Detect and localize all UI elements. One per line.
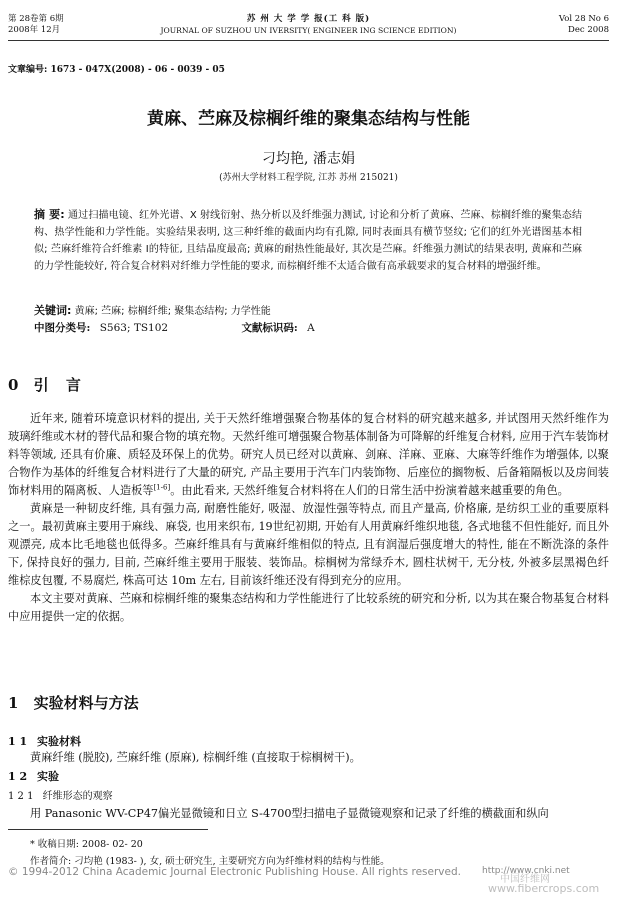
subsection-1-1-heading xyxy=(8,733,81,749)
section-0-number: 0 xyxy=(8,376,19,394)
intro-paragraph-2: 黄麻是一种韧皮纤维, 具有强力高, 耐磨性能好, 吸湿、放湿性强等特点, 而且产量高, 价格廉, 是纺织工业的重要原料之一。最初黄麻主要用于麻线、麻袋, 也用来织布, 19世纪初期, 开始有人用黄麻纤维织地毯, 各式地毯不但性能好, 而且外观漂亮, 成本比毛地毯也低得多。苎麻纤维具有与黄麻纤维相似的特点, 且有润湿后强度增大的特性, 能在不断洗涤的条件下, 保持良好的强力, 目前, 苎麻纤维主要用于服装、装饰品。棕榈树为常绿乔木, 圆柱状树干, 无分枝, 外被多层黑褐色纤维棕皮包覆, 不易腐烂, 株高可达 10m 左右, 目前该纤维还没有得到充分的应用。 xyxy=(8,502,609,587)
watermark-url: www.fibercrops.com xyxy=(488,882,600,895)
header-center-line2: JOURNAL OF SUZHOU UN IVERSITY( ENGINEER ING SCIENCE EDITION) xyxy=(160,26,457,35)
header-right-line2: Dec 2008 xyxy=(568,25,609,35)
section-0-heading xyxy=(8,374,87,395)
subsection-1-2-1-heading xyxy=(8,787,113,802)
subsection-1-2-1-body: 用 Panasonic WV-CP47偏光显微镜和日立 S-4700型扫描电子显微镜观察和记录了纤维的横截面和纵向 xyxy=(30,807,549,820)
paper-title: 黄麻、苎麻及棕榈纤维的聚集态结构与性能 xyxy=(147,109,470,129)
section-1-heading xyxy=(8,692,139,713)
subsection-1-2-1-number: 1 2 1 xyxy=(8,791,34,802)
abstract-label: 摘 要: xyxy=(34,208,65,221)
abstract-text: 通过扫描电镜、红外光谱、X 射线衍射、热分析以及纤维强力测试, 讨论和分析了黄麻、苎麻、棕榈纤维的聚集态结构、热学性能和力学性能。实验结果表明, 这三种纤维的截面内均有孔隙, 同时表面具有横节竖纹; 它们的红外光谱图基本相似; 苎麻纤维符合纤维素 Ⅰ的特征, 且结晶度最高; 黄麻的耐热性能最好, 其次是苎麻。纤维强力测试的结果表明, 黄麻和苎麻的力学性能较好, 符合复合材料对纤维力学性能的要求, 而棕榈纤维不太适合做有高承载要求的复合材料的增强纤维。 xyxy=(34,210,582,272)
cnki-url: http://www.cnki.net xyxy=(482,866,570,876)
keywords-text: 黄麻; 苎麻; 棕榈纤维; 聚集态结构; 力学性能 xyxy=(74,306,271,317)
watermark-cn: 中国纤维网 xyxy=(500,874,550,885)
intro-paragraph-1 xyxy=(8,410,609,500)
authors: 刁均艳, 潘志娟 xyxy=(262,151,355,167)
affiliation: (苏州大学材料工程学院, 江苏 苏州 215021) xyxy=(219,173,398,183)
footnote-author: 作者简介: 刁均艳 (1983- ), 女, 硕士研究生, 主要研究方向为纤维材料的结构与性能。 xyxy=(30,856,390,867)
copyright-notice: © 1994-2012 China Academic Journal Electronic Publishing House. All rights reserved. xyxy=(8,866,461,878)
article-number: 文章编号: 1673 - 047X(2008) - 06 - 0039 - 05 xyxy=(8,65,225,75)
subsection-1-1-number: 1 1 xyxy=(8,735,28,748)
subsection-1-2-1-title: 纤维形态的观察 xyxy=(42,791,113,802)
keywords xyxy=(34,302,582,320)
doc-code-value: A xyxy=(307,322,315,334)
clc-value: S563; TS102 xyxy=(99,322,169,334)
journal-volume-issue-en xyxy=(489,14,609,36)
subsection-1-2-title: 实验 xyxy=(36,770,59,783)
citation-ref: [1-6] xyxy=(153,483,171,492)
classification xyxy=(34,320,582,335)
journal-name xyxy=(130,14,487,36)
header-left-line2: 2008年 12月 xyxy=(8,25,61,35)
intro-p1-end: 。由此看来, 天然纤维复合材料将在人们的日常生活中扮演着越来越重要的角色。 xyxy=(170,484,569,497)
section-1-title: 实验材料与方法 xyxy=(33,694,139,712)
abstract xyxy=(34,206,582,275)
header-rule xyxy=(8,40,609,41)
doc-code-label: 文献标识码: xyxy=(241,322,298,334)
subsection-1-2-heading xyxy=(8,768,59,784)
clc-label: 中图分类号: xyxy=(34,322,91,334)
intro-p1-text: 近年来, 随着环境意识材料的提出, 关于天然纤维增强聚合物基体的复合材料的研究越来越多, 并试图用天然纤维作为玻璃纤维或木材的替代品和聚合物的填充物。天然纤维可增强聚合物基体制备为可降解的纤维复合材料, 应用于汽车装饰材料等领域, 还具有价廉、质轻及环保上的优势。研究人员已经对以黄麻、剑麻、洋麻、亚麻、大麻等纤维作为增强体, 以聚合物作为基体的纤维复合材料进行了大量的研究, 产品主要用于汽车门内装饰物、后座位的搁物板、后备箱隔板以及房间装饰材料用的隔离板、人造板等 xyxy=(8,412,609,497)
subsection-1-1-body: 黄麻纤维 (脱胶), 苎麻纤维 (原麻), 棕榈纤维 (直接取于棕榈树干)。 xyxy=(30,751,361,764)
journal-volume-issue xyxy=(8,14,128,36)
header-left-line1: 第 28卷第 6期 xyxy=(8,14,64,24)
header-center-line1: 苏 州 大 学 学 报(工 科 版) xyxy=(246,14,371,24)
subsection-1-1-title: 实验材料 xyxy=(36,735,81,748)
footnote-received: * 收稿日期: 2008- 02- 20 xyxy=(30,839,143,850)
footnote-rule xyxy=(8,829,208,830)
subsection-1-2-number: 1 2 xyxy=(8,770,28,783)
section-1-number: 1 xyxy=(8,694,19,712)
header-right-line1: Vol 28 No 6 xyxy=(558,14,609,24)
intro-paragraph-3: 本文主要对黄麻、苎麻和棕榈纤维的聚集态结构和力学性能进行了比较系统的研究和分析, 以为其在聚合物基复合材料中应用提供一定的依据。 xyxy=(8,592,609,623)
section-0-body xyxy=(8,410,609,626)
section-0-title: 引 言 xyxy=(33,376,87,394)
keywords-label: 关键词: xyxy=(34,304,72,317)
